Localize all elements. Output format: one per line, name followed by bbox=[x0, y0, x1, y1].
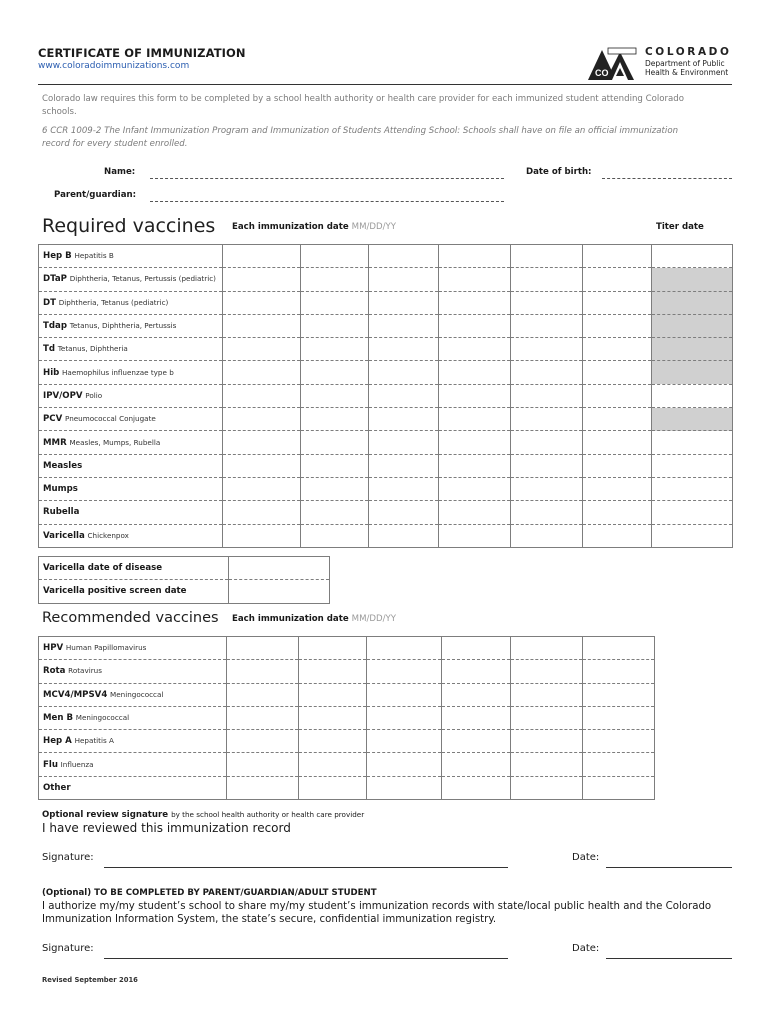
review-title: Optional review signature bbox=[42, 810, 169, 820]
vaccine-abbr: PCV bbox=[43, 414, 63, 425]
revision-date: Revised September 2016 bbox=[42, 976, 138, 984]
immunization-date-cell[interactable] bbox=[511, 431, 583, 454]
logo-sub-line1: Department of Public bbox=[645, 59, 725, 68]
immunization-date-cell[interactable] bbox=[369, 524, 439, 547]
immunization-date-cell[interactable] bbox=[369, 314, 439, 337]
immunization-date-cell[interactable] bbox=[583, 706, 655, 729]
required-vaccine-row bbox=[39, 245, 733, 268]
immunization-date-cell[interactable] bbox=[439, 477, 511, 500]
immunization-date-cell[interactable] bbox=[583, 431, 652, 454]
immunization-date-cell[interactable] bbox=[439, 524, 511, 547]
immunization-date-cell[interactable] bbox=[227, 706, 299, 729]
immunization-date-cell[interactable] bbox=[301, 524, 369, 547]
dob-field[interactable] bbox=[602, 178, 732, 179]
immunization-date-cell[interactable] bbox=[301, 245, 369, 268]
parent-date-line[interactable] bbox=[606, 958, 732, 959]
required-vaccine-row bbox=[39, 384, 733, 407]
immunization-date-cell[interactable] bbox=[223, 361, 301, 384]
dob-label: Date of birth: bbox=[526, 167, 592, 177]
review-date-line[interactable] bbox=[606, 867, 732, 868]
immunization-date-cell[interactable] bbox=[511, 683, 583, 706]
immunization-date-cell[interactable] bbox=[442, 730, 511, 753]
recommended-date-format: MM/DD/YY bbox=[351, 614, 397, 624]
vaccine-abbr: Hib bbox=[43, 367, 60, 378]
parent-consent-text: I authorize my/my student’s school to share my/my student’s immunization records with state/local public health and the Colorado Immunization Information System, the state’s secure, confidential immunization registry. bbox=[42, 901, 712, 925]
immunization-date-cell[interactable] bbox=[301, 338, 369, 361]
vaccine-name-cell bbox=[39, 501, 223, 524]
vaccine-name-cell bbox=[39, 730, 227, 753]
vaccine-name-cell bbox=[39, 753, 227, 776]
vaccine-name-cell bbox=[39, 408, 223, 431]
immunization-date-cell[interactable] bbox=[369, 384, 439, 407]
vaccine-name-cell bbox=[39, 338, 223, 361]
immunization-date-cell[interactable] bbox=[223, 338, 301, 361]
immunization-date-cell[interactable] bbox=[227, 637, 299, 660]
immunization-date-cell[interactable] bbox=[583, 660, 655, 683]
vaccine-abbr: Rota bbox=[43, 666, 66, 677]
varicella-disease-date-cell[interactable] bbox=[229, 557, 330, 580]
recommended-vaccine-row bbox=[39, 660, 655, 683]
vaccine-abbr: HPV bbox=[43, 643, 64, 654]
recommended-date-col-header bbox=[232, 614, 396, 624]
vaccine-abbr: DT bbox=[43, 297, 56, 308]
immunization-date-cell[interactable] bbox=[511, 776, 583, 799]
varicella-screen-date-cell[interactable] bbox=[229, 580, 330, 603]
titer-date-cell[interactable] bbox=[652, 454, 733, 477]
immunization-date-cell[interactable] bbox=[227, 776, 299, 799]
vaccine-name-cell bbox=[39, 660, 227, 683]
website-link[interactable]: www.coloradoimmunizations.com bbox=[38, 61, 190, 71]
required-date-format: MM/DD/YY bbox=[351, 222, 397, 232]
immunization-date-cell[interactable] bbox=[369, 338, 439, 361]
recommended-vaccine-row bbox=[39, 730, 655, 753]
immunization-date-cell[interactable] bbox=[301, 501, 369, 524]
name-label: Name: bbox=[104, 167, 136, 177]
vaccine-description: Haemophilus influenzae type b bbox=[62, 367, 174, 377]
vaccine-description: Meningococcal bbox=[110, 689, 164, 699]
immunization-date-cell[interactable] bbox=[369, 477, 439, 500]
immunization-date-cell[interactable] bbox=[511, 477, 583, 500]
vaccine-name-cell bbox=[39, 245, 223, 268]
required-vaccine-row bbox=[39, 454, 733, 477]
immunization-date-cell[interactable] bbox=[223, 268, 301, 291]
immunization-date-cell[interactable] bbox=[583, 637, 655, 660]
immunization-date-cell[interactable] bbox=[442, 776, 511, 799]
immunization-date-cell[interactable] bbox=[223, 408, 301, 431]
immunization-date-cell[interactable] bbox=[301, 268, 369, 291]
vaccine-description: Polio bbox=[85, 390, 103, 400]
immunization-date-cell[interactable] bbox=[299, 683, 367, 706]
immunization-date-cell[interactable] bbox=[583, 683, 655, 706]
immunization-date-cell[interactable] bbox=[511, 314, 583, 337]
immunization-date-cell[interactable] bbox=[367, 660, 442, 683]
titer-date-cell bbox=[652, 361, 733, 384]
immunization-date-cell[interactable] bbox=[299, 776, 367, 799]
immunization-date-cell[interactable] bbox=[511, 408, 583, 431]
cdphe-mark-icon bbox=[586, 46, 642, 82]
vaccine-abbr: DTaP bbox=[43, 274, 67, 285]
immunization-date-cell[interactable] bbox=[367, 637, 442, 660]
immunization-date-cell[interactable] bbox=[223, 245, 301, 268]
immunization-date-cell[interactable] bbox=[301, 477, 369, 500]
immunization-date-cell[interactable] bbox=[583, 501, 652, 524]
vaccine-name-cell bbox=[39, 431, 223, 454]
vaccine-name-cell bbox=[39, 291, 223, 314]
immunization-date-cell[interactable] bbox=[439, 431, 511, 454]
varicella-disease-label: Varicella date of disease bbox=[39, 557, 229, 580]
review-signature-title bbox=[42, 810, 364, 820]
immunization-date-cell[interactable] bbox=[583, 361, 652, 384]
immunization-date-cell[interactable] bbox=[583, 338, 652, 361]
required-vaccine-row bbox=[39, 477, 733, 500]
immunization-date-cell[interactable] bbox=[511, 637, 583, 660]
intro-text: Colorado law requires this form to be completed by a school health authority or health care provider for each immunized student attending Colorado schools. bbox=[42, 94, 685, 117]
recommended-date-col-label: Each immunization date bbox=[232, 614, 349, 624]
vaccine-abbr: Varicella bbox=[43, 530, 85, 541]
immunization-date-cell[interactable] bbox=[511, 660, 583, 683]
immunization-date-cell[interactable] bbox=[439, 245, 511, 268]
regulation-citation: 6 CCR 1009-2 The Infant Immunization Program and Immunization of Students Attending School: Schools shall have on file an official immunization record for every student enrolled. bbox=[42, 126, 679, 149]
immunization-date-cell[interactable] bbox=[301, 384, 369, 407]
immunization-date-cell[interactable] bbox=[583, 245, 652, 268]
required-date-col-header bbox=[232, 222, 396, 232]
review-date-label: Date: bbox=[572, 852, 600, 863]
immunization-date-cell[interactable] bbox=[369, 454, 439, 477]
titer-date-cell[interactable] bbox=[652, 477, 733, 500]
immunization-date-cell[interactable] bbox=[301, 408, 369, 431]
required-vaccine-row bbox=[39, 361, 733, 384]
vaccine-name-cell bbox=[39, 268, 223, 291]
immunization-date-cell[interactable] bbox=[511, 524, 583, 547]
immunization-date-cell[interactable] bbox=[439, 291, 511, 314]
recommended-vaccine-row bbox=[39, 683, 655, 706]
titer-date-cell[interactable] bbox=[652, 245, 733, 268]
immunization-date-cell[interactable] bbox=[301, 361, 369, 384]
immunization-date-cell[interactable] bbox=[367, 683, 442, 706]
vaccine-name-cell bbox=[39, 637, 227, 660]
immunization-date-cell[interactable] bbox=[299, 660, 367, 683]
required-vaccine-row bbox=[39, 268, 733, 291]
immunization-date-cell[interactable] bbox=[439, 314, 511, 337]
required-date-col-label: Each immunization date bbox=[232, 222, 349, 232]
immunization-date-cell[interactable] bbox=[511, 291, 583, 314]
immunization-date-cell[interactable] bbox=[439, 268, 511, 291]
immunization-date-cell[interactable] bbox=[442, 660, 511, 683]
varicella-dates-table bbox=[38, 556, 330, 604]
vaccine-abbr: Td bbox=[43, 344, 56, 355]
immunization-date-cell[interactable] bbox=[583, 314, 652, 337]
vaccine-abbr: Mumps bbox=[43, 484, 78, 495]
vaccine-name-cell bbox=[39, 477, 223, 500]
immunization-date-cell[interactable] bbox=[442, 706, 511, 729]
review-signature-label: Signature: bbox=[42, 852, 94, 863]
titer-date-cell bbox=[652, 408, 733, 431]
immunization-date-cell[interactable] bbox=[227, 730, 299, 753]
immunization-date-cell[interactable] bbox=[439, 408, 511, 431]
vaccine-abbr: IPV/OPV bbox=[43, 390, 83, 401]
parent-date-label: Date: bbox=[572, 943, 600, 954]
vaccine-description: Measles, Mumps, Rubella bbox=[69, 437, 161, 447]
titer-date-col-header: Titer date bbox=[656, 222, 704, 232]
immunization-date-cell[interactable] bbox=[369, 245, 439, 268]
immunization-date-cell[interactable] bbox=[301, 431, 369, 454]
required-vaccines-heading: Required vaccines bbox=[42, 215, 216, 237]
immunization-date-cell[interactable] bbox=[583, 776, 655, 799]
titer-date-cell bbox=[652, 291, 733, 314]
vaccine-name-cell bbox=[39, 361, 223, 384]
immunization-date-cell[interactable] bbox=[583, 384, 652, 407]
immunization-date-cell[interactable] bbox=[511, 268, 583, 291]
immunization-date-cell[interactable] bbox=[511, 454, 583, 477]
immunization-date-cell[interactable] bbox=[583, 291, 652, 314]
vaccine-abbr: Measles bbox=[43, 460, 83, 471]
vaccine-name-cell bbox=[39, 683, 227, 706]
name-field[interactable] bbox=[150, 178, 504, 179]
vaccine-description: Rotavirus bbox=[68, 666, 102, 676]
immunization-date-cell[interactable] bbox=[511, 245, 583, 268]
vaccine-name-cell bbox=[39, 776, 227, 799]
immunization-date-cell[interactable] bbox=[301, 314, 369, 337]
vaccine-description: Influenza bbox=[60, 759, 94, 769]
titer-date-cell bbox=[652, 338, 733, 361]
recommended-vaccine-row bbox=[39, 706, 655, 729]
immunization-date-cell[interactable] bbox=[227, 753, 299, 776]
vaccine-description: Hepatitis A bbox=[74, 736, 114, 746]
vaccine-description: Pneumococcal Conjugate bbox=[65, 414, 156, 424]
immunization-date-cell[interactable] bbox=[223, 524, 301, 547]
logo-sub-line2: Health & Environment bbox=[645, 67, 729, 77]
immunization-date-cell[interactable] bbox=[227, 660, 299, 683]
logo-subtitle bbox=[645, 60, 745, 77]
immunization-date-cell[interactable] bbox=[511, 706, 583, 729]
parent-label: Parent/guardian: bbox=[54, 190, 137, 200]
immunization-date-cell[interactable] bbox=[511, 753, 583, 776]
vaccine-abbr: Flu bbox=[43, 759, 58, 770]
review-title-sub: by the school health authority or health care provider bbox=[171, 810, 365, 819]
vaccine-description: Chickenpox bbox=[87, 530, 129, 540]
vaccine-name-cell bbox=[39, 706, 227, 729]
immunization-date-cell[interactable] bbox=[369, 291, 439, 314]
vaccine-abbr: Rubella bbox=[43, 507, 80, 518]
immunization-date-cell[interactable] bbox=[439, 501, 511, 524]
immunization-date-cell[interactable] bbox=[439, 454, 511, 477]
immunization-date-cell[interactable] bbox=[583, 477, 652, 500]
immunization-date-cell[interactable] bbox=[442, 637, 511, 660]
immunization-date-cell[interactable] bbox=[583, 408, 652, 431]
vaccine-abbr: Tdap bbox=[43, 321, 67, 332]
immunization-date-cell[interactable] bbox=[369, 431, 439, 454]
recommended-vaccine-row bbox=[39, 753, 655, 776]
vaccine-abbr: Hep A bbox=[43, 736, 72, 747]
required-vaccine-row bbox=[39, 431, 733, 454]
immunization-date-cell[interactable] bbox=[369, 268, 439, 291]
immunization-date-cell[interactable] bbox=[583, 524, 652, 547]
immunization-date-cell[interactable] bbox=[442, 683, 511, 706]
immunization-date-cell[interactable] bbox=[299, 706, 367, 729]
vaccine-abbr: Other bbox=[43, 782, 71, 793]
immunization-date-cell[interactable] bbox=[439, 338, 511, 361]
immunization-date-cell[interactable] bbox=[301, 454, 369, 477]
immunization-date-cell[interactable] bbox=[583, 730, 655, 753]
required-vaccine-row bbox=[39, 501, 733, 524]
immunization-date-cell[interactable] bbox=[583, 753, 655, 776]
required-vaccine-row bbox=[39, 408, 733, 431]
recommended-vaccines-table bbox=[38, 636, 655, 800]
immunization-date-cell[interactable] bbox=[439, 384, 511, 407]
vaccine-name-cell bbox=[39, 314, 223, 337]
vaccine-description: Diphtheria, Tetanus (pediatric) bbox=[58, 297, 169, 307]
immunization-date-cell[interactable] bbox=[442, 753, 511, 776]
titer-date-cell bbox=[652, 268, 733, 291]
parent-signature-line[interactable] bbox=[104, 958, 508, 959]
document-title: CERTIFICATE OF IMMUNIZATION bbox=[38, 46, 246, 60]
immunization-date-cell[interactable] bbox=[367, 730, 442, 753]
immunization-date-cell[interactable] bbox=[223, 384, 301, 407]
immunization-date-cell[interactable] bbox=[223, 291, 301, 314]
immunization-date-cell[interactable] bbox=[511, 361, 583, 384]
immunization-date-cell[interactable] bbox=[367, 706, 442, 729]
titer-date-cell bbox=[652, 314, 733, 337]
vaccine-description: Tetanus, Diphtheria bbox=[57, 344, 128, 354]
immunization-date-cell[interactable] bbox=[223, 501, 301, 524]
required-vaccine-row bbox=[39, 314, 733, 337]
recommended-vaccines-heading: Recommended vaccines bbox=[42, 610, 219, 626]
titer-date-cell[interactable] bbox=[652, 431, 733, 454]
review-statement: I have reviewed this immunization record bbox=[42, 821, 291, 835]
immunization-date-cell[interactable] bbox=[583, 454, 652, 477]
required-vaccine-row bbox=[39, 524, 733, 547]
immunization-date-cell[interactable] bbox=[369, 408, 439, 431]
vaccine-abbr: Hep B bbox=[43, 251, 72, 262]
vaccine-name-cell bbox=[39, 384, 223, 407]
logo-wordmark: COLORADO bbox=[645, 46, 732, 58]
immunization-date-cell[interactable] bbox=[439, 361, 511, 384]
immunization-date-cell[interactable] bbox=[299, 730, 367, 753]
vaccine-abbr: MMR bbox=[43, 437, 67, 448]
cdphe-logo bbox=[586, 46, 736, 82]
recommended-vaccine-row bbox=[39, 776, 655, 799]
immunization-date-cell[interactable] bbox=[583, 268, 652, 291]
varicella-disease-row bbox=[39, 557, 330, 580]
immunization-date-cell[interactable] bbox=[223, 431, 301, 454]
required-vaccines-table bbox=[38, 244, 733, 548]
immunization-date-cell[interactable] bbox=[301, 291, 369, 314]
immunization-date-cell[interactable] bbox=[223, 477, 301, 500]
immunization-date-cell[interactable] bbox=[511, 384, 583, 407]
vaccine-name-cell bbox=[39, 524, 223, 547]
immunization-date-cell[interactable] bbox=[299, 637, 367, 660]
immunization-date-cell[interactable] bbox=[511, 730, 583, 753]
immunization-date-cell[interactable] bbox=[223, 314, 301, 337]
immunization-date-cell[interactable] bbox=[367, 776, 442, 799]
immunization-date-cell[interactable] bbox=[367, 753, 442, 776]
logo-badge: CO bbox=[595, 68, 609, 78]
titer-date-cell[interactable] bbox=[652, 524, 733, 547]
recommended-vaccine-row bbox=[39, 637, 655, 660]
vaccine-abbr: Men B bbox=[43, 713, 74, 724]
varicella-screen-row bbox=[39, 580, 330, 603]
titer-date-cell[interactable] bbox=[652, 501, 733, 524]
immunization-date-cell[interactable] bbox=[369, 361, 439, 384]
vaccine-description: Human Papillomavirus bbox=[65, 643, 147, 653]
immunization-date-cell[interactable] bbox=[511, 501, 583, 524]
parent-field[interactable] bbox=[150, 201, 504, 202]
immunization-date-cell[interactable] bbox=[227, 683, 299, 706]
immunization-date-cell[interactable] bbox=[223, 454, 301, 477]
vaccine-name-cell bbox=[39, 454, 223, 477]
immunization-date-cell[interactable] bbox=[511, 338, 583, 361]
header-rule bbox=[38, 84, 732, 85]
required-vaccine-row bbox=[39, 291, 733, 314]
review-signature-line[interactable] bbox=[104, 867, 508, 868]
vaccine-description: Tetanus, Diphtheria, Pertussis bbox=[69, 321, 177, 331]
vaccine-description: Hepatitis B bbox=[74, 251, 114, 261]
varicella-screen-label: Varicella positive screen date bbox=[39, 580, 229, 603]
vaccine-description: Diphtheria, Tetanus, Pertussis (pediatric) bbox=[69, 274, 216, 284]
parent-consent-title: (Optional) TO BE COMPLETED BY PARENT/GUARDIAN/ADULT STUDENT bbox=[42, 888, 377, 898]
vaccine-description: Meningococcal bbox=[75, 713, 130, 723]
parent-signature-label: Signature: bbox=[42, 943, 94, 954]
immunization-date-cell[interactable] bbox=[369, 501, 439, 524]
immunization-date-cell[interactable] bbox=[299, 753, 367, 776]
vaccine-abbr: MCV4/MPSV4 bbox=[43, 689, 108, 700]
required-vaccine-row bbox=[39, 338, 733, 361]
titer-date-cell[interactable] bbox=[652, 384, 733, 407]
